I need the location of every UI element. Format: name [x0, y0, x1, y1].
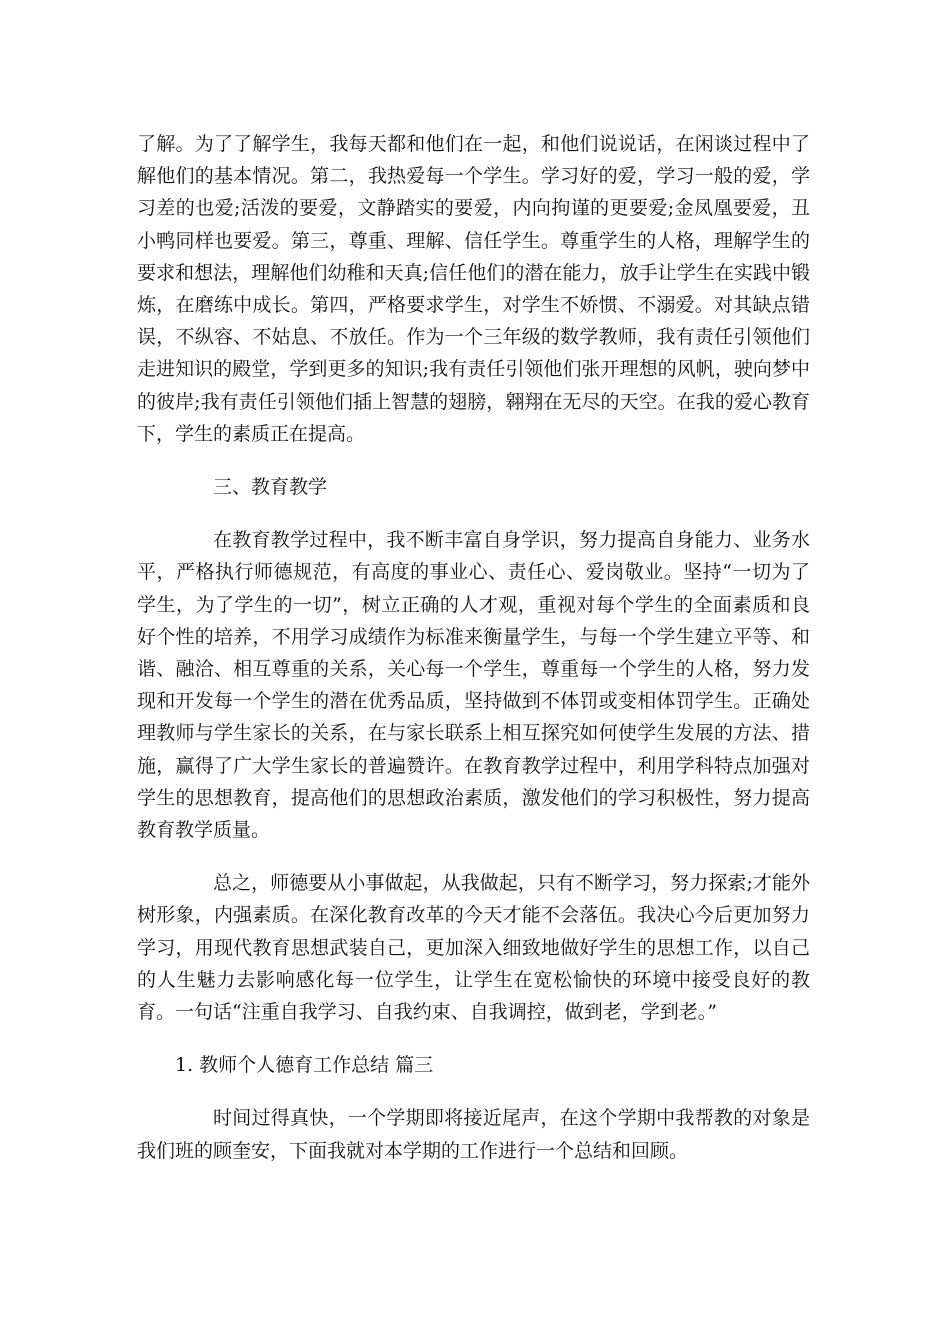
- body-paragraph: 在教育教学过程中，我不断丰富自身学识，努力提高自身能力、业务水平，严格执行师德规范，有高度的事业心、责任心、爱岗敬业。坚持“一切为了学生，为了学生的一切”，树立正确的人才观，重视对每个学生的全面素质和良好个性的培养，不用学习成绩作为标准来衡量学生，与每一个学生建立平等、和谐、融洽、相互尊重的关系，关心每一个学生，尊重每一个学生的人格，努力发现和开发每一个学生的潜在优秀品质，坚持做到不体罚或变相体罚学生。正确处理教师与学生家长的关系，在与家长联系上相互探究如何使学生发展的方法、措施，赢得了广大学生家长的普遍赞许。在教育教学过程中，利用学科特点加强对学生的思想教育，提高他们的思想政治素质，激发他们的学习积极性，努力提高教育教学质量。: [137, 529, 810, 842]
- body-paragraph: 了解。为了了解学生，我每天都和他们在一起，和他们说说话，在闲谈过程中了解他们的基本情况。第二，我热爱每一个学生。学习好的爱，学习一般的爱，学习差的也爱;活泼的要爱，文静踏实的要爱，内向拘谨的更要爱;金凤凰要爱，丑小鸭同样也要爱。第三，尊重、理解、信任学生。尊重学生的人格，理解学生的要求和想法，理解他们幼稚和天真;信任他们的潜在能力，放手让学生在实践中锻炼，在磨练中成长。第四，严格要求学生，对学生不娇惯、不溺爱。对其缺点错误，不纵容、不姑息、不放任。作为一个三年级的数学教师，我有责任引领他们走进知识的殿堂，学到更多的知识;我有责任引领他们张开理想的风帆，驶向梦中的彼岸;我有责任引领他们插上智慧的翅膀，翱翔在无尽的天空。在我的爱心教育下，学生的素质正在提高。: [137, 133, 810, 445]
- body-paragraph: 时间过得真快，一个学期即将接近尾声，在这个学期中我帮教的对象是我们班的顾奎安，下面我就对本学期的工作进行一个总结和回顾。: [137, 1107, 810, 1162]
- body-paragraph: 总之，师德要从小事做起，从我做起，只有不断学习，努力探索;才能外树形象，内强素质。在深化教育改革的今天才能不会落伍。我决心今后更加努力学习，用现代教育思想武装自己，更加深入细致地做好学生的思想工作，以自己的人生魅力去影响感化每一位学生，让学生在宽松愉快的环境中接受良好的教育。一句话“注重自我学习、自我约束、自我调控，做到老，学到老。”: [137, 872, 810, 1024]
- article-heading: 1. 教师个人德育工作总结 篇三: [175, 1054, 434, 1077]
- document-page: [137, 128, 810, 1167]
- section-heading: 三、教育教学: [213, 476, 328, 499]
